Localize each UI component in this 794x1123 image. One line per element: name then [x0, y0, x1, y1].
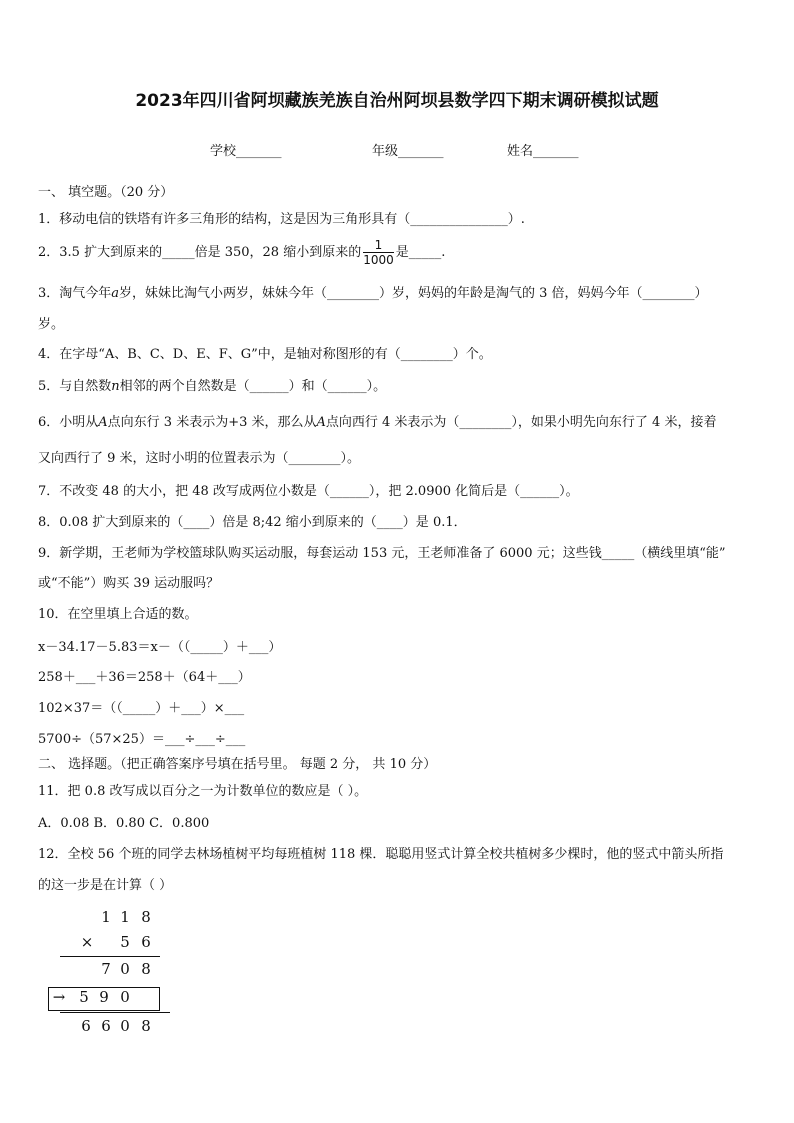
digit: 7: [101, 960, 111, 978]
question-9-line-2: 或“不能”）购买 39 运动服吗？: [38, 576, 220, 591]
question-11-options: A．0.08 B．0.80 C．0.800: [38, 816, 210, 831]
question-3-line-2: 岁。: [38, 317, 65, 332]
question-12-line-2: 的这一步是在计算（ ）: [38, 878, 173, 893]
question-11: 11．把 0.8 改写成以百分之一为计数单位的数应是（ ）。: [38, 784, 368, 799]
digit: 8: [141, 908, 151, 926]
digit: 6: [101, 1017, 111, 1035]
digit: 5: [120, 933, 130, 951]
vm-row-partial-1: [94, 960, 214, 984]
fraction-denominator: 1000: [363, 253, 394, 267]
question-6-line-1: 6．小明从𝐴点向东行 3 米表示为+3 米，那么从𝐴点向西行 4 米表示为（________），如果小明先向东行了 4 米，接着: [38, 415, 717, 430]
question-5: 5．与自然数𝑛相邻的两个自然数是（______）和（______）。: [38, 379, 387, 394]
digit: 9: [99, 988, 109, 1006]
vm-divider-1: [60, 956, 160, 957]
page-title: 2023年四川省阿坝藏族羌族自治州阿坝县数学四下期末调研模拟试题: [135, 91, 659, 111]
digit: 8: [141, 960, 151, 978]
fraction: [363, 238, 394, 267]
name-field: 姓名_______: [507, 144, 579, 159]
vm-row-multiplier: [74, 933, 194, 957]
question-10: 10．在空里填上合适的数。: [38, 607, 198, 622]
arrow-icon: →: [52, 988, 66, 1006]
question-10-b: 258＋___＋36＝258＋（64＋___）: [38, 670, 251, 685]
question-6-line-2: 又向西行了 9 米，这时小明的位置表示为（________）。: [38, 451, 361, 466]
question-9-line-1: 9．新学期，王老师为学校篮球队购买运动服，每套运动 153 元，王老师准备了 6000 元；这些钱_____（横线里填“能”: [38, 546, 726, 561]
vm-row-multiplicand: [94, 908, 214, 932]
question-2-part-b: 是_____.: [395, 245, 446, 260]
question-2: [38, 238, 445, 267]
question-7: 7．不改变 48 的大小，把 48 改写成两位小数是（______），把 2.0900 化简后是（______）。: [38, 484, 579, 499]
vm-divider-2: [60, 1012, 170, 1013]
question-10-d: 5700÷（57×25）＝___÷___÷___: [38, 732, 246, 747]
digit: 8: [141, 1017, 151, 1035]
section-heading-choice: 二、 选择题。（把正确答案序号填在括号里。 每题 2 分， 共 10 分）: [38, 757, 437, 772]
digit: 6: [141, 933, 151, 951]
vm-row-partial-2: [50, 988, 170, 1012]
question-3-line-1: 3．淘气今年𝑎岁，妹妹比淘气小两岁，妹妹今年（________）岁，妈妈的年龄是淘气的 3 倍，妈妈今年（________）: [38, 286, 708, 301]
vm-row-product: [74, 1017, 194, 1041]
digit: 5: [79, 988, 89, 1006]
digit: 1: [101, 908, 111, 926]
question-4: 4．在字母“A、B、C、D、E、F、G”中，是轴对称图形的有（________）个。: [38, 347, 492, 362]
times-sign: ×: [80, 933, 94, 951]
digit: 6: [81, 1017, 91, 1035]
question-12-line-1: 12．全校 56 个班的同学去林场植树平均每班植树 118 棵．聪聪用竖式计算全校共植树多少棵时，他的竖式中箭头所指: [38, 847, 724, 862]
grade-field: 年级_______: [372, 144, 444, 159]
digit: 0: [120, 960, 130, 978]
digit: 0: [120, 1017, 130, 1035]
school-field: 学校_______: [210, 144, 282, 159]
question-10-c: 102×37＝（（_____）＋___）×___: [38, 701, 245, 716]
digit: 0: [120, 988, 130, 1006]
question-8: 8．0.08 扩大到原来的（____）倍是 8;42 缩小到原来的（____）是 0.1．: [38, 515, 467, 530]
question-10-a: x－34.17－5.83＝x－（（_____）＋___）: [38, 640, 282, 655]
fraction-numerator: 1: [363, 238, 394, 253]
question-2-part-a: 2．3.5 扩大到原来的_____倍是 350，28 缩小到原来的: [38, 245, 362, 260]
digit: 1: [120, 908, 130, 926]
question-1: 1．移动电信的铁塔有许多三角形的结构，这是因为三角形具有（_______________）.: [38, 212, 525, 227]
section-heading-fill: 一、 填空题。（20 分）: [38, 185, 174, 200]
